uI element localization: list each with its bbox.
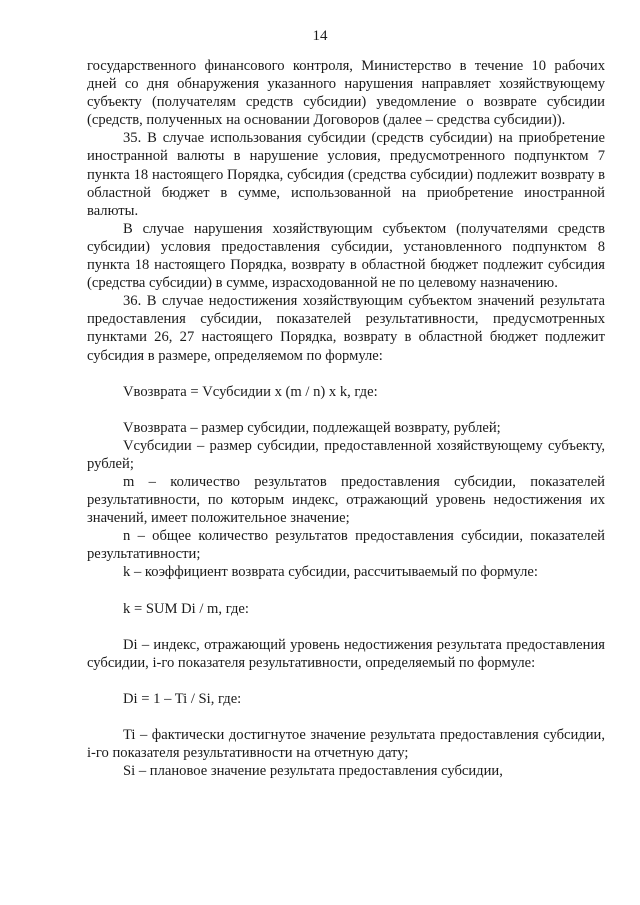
definition-m: m – количество результатов предоставления субсидии, показателей результативности, по которым индекс, отражающий уровень недостижения их значений, имеет положительное значение; — [87, 473, 605, 527]
definition-v-refund: Vвозврата – размер субсидии, подлежащей возврату, рублей; — [123, 419, 501, 436]
paragraph-35-violation: В случае нарушения хозяйствующим субъектом (получателями средств субсидии) условия предоставления субсидии, установленного подпунктом 8 пункта 18 настоящего Порядка, возврату в областной бюджет подлежит субсидия (средства субсидии) в сумме, израсходованной не по целевому назначению. — [87, 220, 605, 292]
paragraph-notification: государственного финансового контроля, Министерство в течение 10 рабочих дней со дня обнаружения указанного нарушения направляет хозяйствующему субъекту (получателям средств субсидии) уведомление о возврате субсидии (средств, полученных на основании Договоров (далее – средства субсидии)). — [87, 58, 605, 129]
document-body — [87, 57, 605, 780]
definition-si: Si – плановое значение результата предоставления субсидии, — [123, 763, 503, 780]
page-number: 14 — [312, 28, 328, 44]
formula-di: Di = 1 – Ti / Si, где: — [123, 690, 242, 707]
definition-v-subsidy: Vсубсидии – размер субсидии, предоставленной хозяйствующему субъекту, рублей; — [87, 437, 605, 472]
formula-refund: Vвозврата = Vсубсидии x (m / n) x k, где: — [123, 383, 378, 400]
paragraph-35: 35. В случае использования субсидии (средств субсидии) на приобретение иностранной валюты в нарушение условия, предусмотренного подпунктом 7 пункта 18 настоящего Порядка, субсидия (средства субсидии) подлежит возврату в областной бюджет в сумме, использованной на приобретение иностранной валюты. — [87, 130, 605, 219]
definition-di: Di – индекс, отражающий уровень недостижения результата предоставления субсидии, i-го показателя результативности, определяемый по формуле: — [87, 636, 605, 671]
formula-k: k = SUM Di / m, где: — [123, 600, 249, 617]
definition-ti: Ti – фактически достигнутое значение результата предоставления субсидии, i-го показателя результативности на отчетную дату; — [87, 726, 605, 761]
definition-k: k – коэффициент возврата субсидии, рассчитываемый по формуле: — [123, 564, 538, 581]
definition-n: n – общее количество результатов предоставления субсидии, показателей результативности; — [87, 528, 605, 563]
paragraph-36: 36. В случае недостижения хозяйствующим субъектом значений результата предоставления субсидии, показателей результативности, предусмотренных пунктами 26, 27 настоящего Порядка, возврату в областной бюджет подлежит субсидия в размере, определяемом по формуле: — [87, 293, 605, 364]
